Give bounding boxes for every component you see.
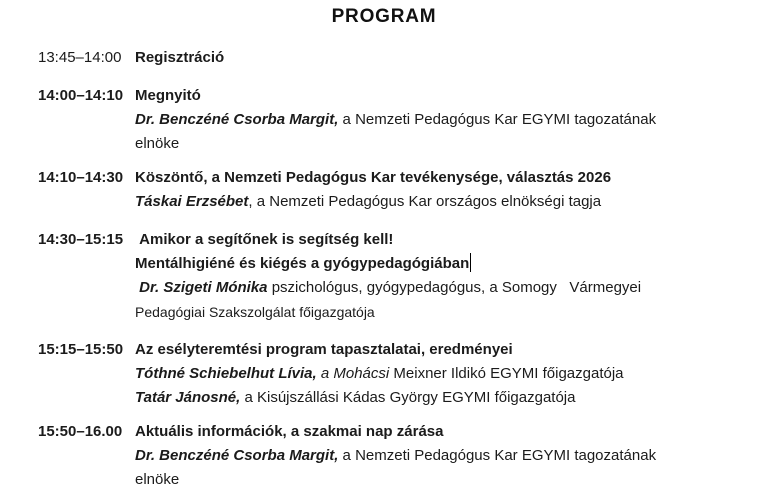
text-segment: Aktuális információk, a szakmai nap zárása xyxy=(135,423,444,440)
time-range: 14:00–14:10 xyxy=(38,87,124,104)
text-segment: a Kisújszállási Kádas György EGYMI főigazgatója xyxy=(240,389,576,406)
schedule-item-content xyxy=(135,84,752,156)
schedule-row xyxy=(38,420,752,488)
schedule-item-content xyxy=(135,228,752,325)
schedule-item-content xyxy=(135,338,752,410)
text-segment: Mentálhigiéné és kiégés a gyógypedagógiában xyxy=(135,255,470,272)
text-cursor xyxy=(470,253,471,272)
time-range: 14:30–15:15 xyxy=(38,231,124,248)
text-segment: elnöke xyxy=(135,471,180,488)
schedule-line xyxy=(135,468,752,488)
schedule-item-content xyxy=(135,46,752,70)
schedule-line xyxy=(135,166,752,190)
schedule-line xyxy=(135,362,752,386)
schedule-line xyxy=(135,386,752,410)
text-segment: elnöke xyxy=(135,135,180,152)
text-segment: Dr. Benczéné Csorba Margit, xyxy=(135,447,339,464)
text-segment: Dr. Szigeti Mónika xyxy=(135,279,268,296)
schedule-line xyxy=(135,132,752,156)
text-segment: Amikor a segítőnek is segítség kell! xyxy=(135,231,394,248)
text-segment: Dr. Benczéné Csorba Margit, xyxy=(135,111,339,128)
text-segment: Tóthné Schiebelhut Lívia, xyxy=(135,365,317,382)
schedule-line xyxy=(135,252,752,276)
schedule-item-content xyxy=(135,420,752,488)
schedule-line xyxy=(135,190,752,214)
time-range: 13:45–14:00 xyxy=(38,49,122,66)
text-segment: Az esélyteremtési program tapasztalatai, eredményei xyxy=(135,341,513,358)
schedule-line xyxy=(135,276,752,300)
schedule-line xyxy=(135,444,752,468)
schedule-line xyxy=(135,108,752,132)
schedule-line xyxy=(135,46,752,70)
schedule-row xyxy=(38,166,752,214)
text-segment: a Mohácsi xyxy=(316,365,390,382)
text-segment: Táskai Erzsébet xyxy=(135,193,249,210)
time-range: 15:15–15:50 xyxy=(38,341,124,358)
schedule-row xyxy=(38,46,752,70)
schedule-item-content xyxy=(135,166,752,214)
schedule-line xyxy=(135,84,752,108)
schedule-row xyxy=(38,84,752,156)
text-segment: a Nemzeti Pedagógus Kar EGYMI tagozatának xyxy=(338,111,657,128)
schedule-line xyxy=(135,338,752,362)
schedule-row xyxy=(38,228,752,325)
text-segment: a Nemzeti Pedagógus Kar EGYMI tagozatának xyxy=(338,447,657,464)
time-range: 14:10–14:30 xyxy=(38,169,124,186)
text-segment: Tatár Jánosné, xyxy=(135,389,241,406)
text-segment: , a Nemzeti Pedagógus Kar országos elnökségi tagja xyxy=(248,193,602,210)
text-segment: Pedagógiai Szakszolgálat főigazgatója xyxy=(135,304,375,320)
text-segment: Meixner Ildikó EGYMI főigazgatója xyxy=(389,365,624,382)
text-segment: Köszöntő, a Nemzeti Pedagógus Kar tevékenysége, választás 2026 xyxy=(135,169,612,186)
time-range: 15:50–16.00 xyxy=(38,423,123,440)
text-segment: Megnyitó xyxy=(135,87,201,104)
schedule-line xyxy=(135,420,752,444)
schedule-row xyxy=(38,338,752,410)
text-segment: Regisztráció xyxy=(135,49,225,66)
schedule-line xyxy=(135,228,752,252)
schedule xyxy=(38,46,752,488)
page-title: PROGRAM xyxy=(331,6,437,27)
text-segment: pszichológus, gyógypedagógus, a Somogy Vármegyei xyxy=(267,279,642,296)
schedule-line xyxy=(135,300,752,325)
